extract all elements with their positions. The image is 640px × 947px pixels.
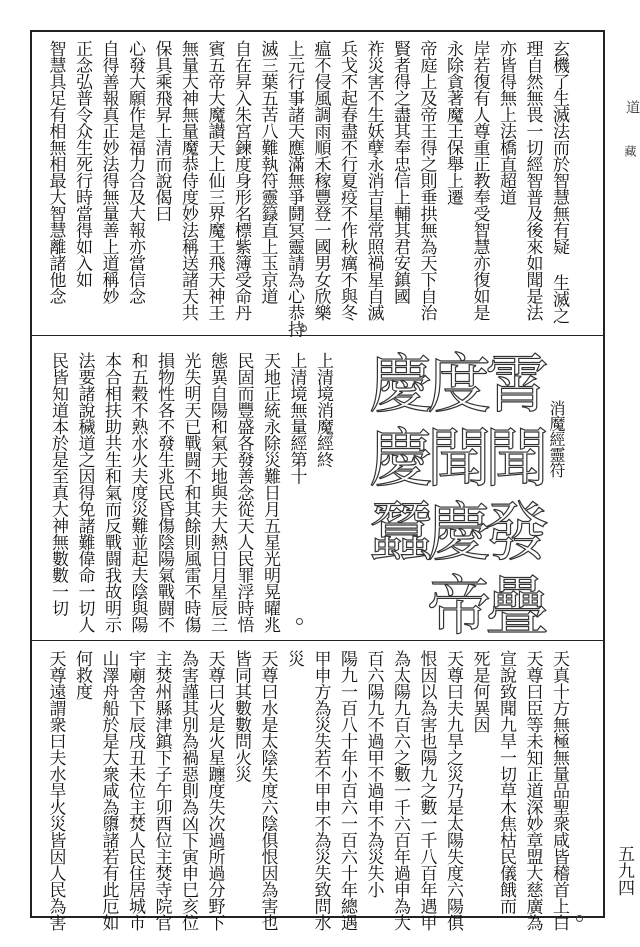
text-column: 理自然無畏一切經智普及後來如聞是法 <box>522 40 543 321</box>
text-column: 永除貪著魔王保舉上遷 <box>443 40 463 205</box>
text-column: 光失明天已戰闘不和其餘則風雷不時傷 <box>180 352 201 633</box>
text-column: 兵戈不起春盡不行夏疫不作秋癘不與冬 <box>337 40 357 321</box>
text-column: 亦皆得無上法橋直超道 <box>496 40 516 205</box>
text-column: 山澤舟船於是大衆咸為隳諸若有此厄如 <box>98 650 119 931</box>
text-column: 災 <box>284 650 304 667</box>
text-column: 天地正統永除災難日月五星光明晃曜兆 <box>260 352 280 633</box>
page-number: 五九四 <box>614 845 634 896</box>
text-column: 天尊曰水是太陰失度六陰俱恨因為害也 <box>257 650 278 931</box>
text-column: 滅三葉五苦八難執符靈籙直上玉京道 <box>257 40 278 304</box>
text-column: 天尊曰臣等未知正道深妙章盟大慈廣為 <box>522 650 543 931</box>
text-column: 瘟不侵風調雨順禾稼豐登一國男女欣樂 <box>310 40 331 321</box>
ornament-dot <box>296 618 303 625</box>
margin-collection: 藏 <box>623 145 637 157</box>
text-column: 上清境無量經第十 <box>286 352 307 484</box>
seal-column-2: 度聞慶帝 <box>416 350 490 646</box>
text-column: 死是何異因 <box>469 650 490 733</box>
text-column: 上元行事諸天應滿無爭鬪冥靈請為心恭持 <box>284 40 304 337</box>
text-column: 甲申方為災失若不甲申不為災失致問水 <box>310 650 331 931</box>
text-column: 天真十方無極無量品聖衆咸皆稽首上白 <box>549 650 569 931</box>
text-column: 態異自陽和氣天地與夫大熱日月星辰三 <box>207 352 227 633</box>
seal-column-3: 慶慶蠶 <box>358 350 432 572</box>
text-column: 無量大神無量魔恭侍度妙法稱送諸天共 <box>178 40 198 321</box>
text-column: 保具乘飛昇上清而說偈曰 <box>151 40 172 222</box>
text-column: 心發大願作是福力合及大報亦當信念 <box>125 40 145 304</box>
text-column: 天尊曰火是火星躔度失次過所過分野下 <box>204 650 225 931</box>
text-column: 賓五帝大魔讃天上仙三界魔王飛天神王 <box>204 40 225 321</box>
text-column: 法要諸說穢道之因得免諸難偉命一切人 <box>74 352 95 633</box>
band-divider-top <box>30 335 605 336</box>
text-column: 百六陽九不過甲不過申不為災失小 <box>363 650 384 898</box>
text-column: 玄機了生滅法而於智慧無有疑 生滅之 <box>549 40 569 324</box>
text-column: 帝庭上及帝王得之則垂拱無為天下自治 <box>416 40 437 321</box>
text-column: 岸若復有人尊重正教奉受智慧亦復如是 <box>469 40 490 321</box>
text-column: 為害謹其別為禍惡則為凶下寅申巳亥位 <box>178 650 198 931</box>
text-column: 天尊遠謂衆曰夫水旱火災皆因人民為害 <box>45 650 66 931</box>
text-column: 恨因以為害也陽九之數一千八百年遇甲 <box>416 650 437 931</box>
text-column: 祚災害不生妖孽永消吉星常照禍星自滅 <box>363 40 384 321</box>
text-column: 正念弘普令众生死行時當得如入如 <box>72 40 92 288</box>
text-column: 陽九一百八十年小百六一百六十年總遇 <box>337 650 357 931</box>
text-column: 何救度 <box>72 650 92 700</box>
text-column: 智慧具足有相無相最大智慧離諸他念 <box>45 40 66 304</box>
text-column: 主焚州縣津鎮下子午卯酉位主焚寺院官 <box>151 650 172 931</box>
seal-column-1: 霄聞發疊 <box>474 350 548 646</box>
text-column: 宇廟舍下辰戌丑未位主焚人民住居城市 <box>125 650 145 931</box>
text-column: 天尊曰夫九旱之災乃是太陽失度六陽俱 <box>443 650 463 931</box>
text-column: 宣說致聞九旱一切草木焦枯民儀餓而 <box>496 650 516 914</box>
ornament-dot <box>576 915 583 922</box>
text-column: 和五穀不熟水火夫度災難並起夫陰與陽 <box>127 352 148 633</box>
text-column: 自得善報真正妙法得無量善上道稱妙 <box>98 40 119 304</box>
seal-caption: 消魔經靈符 <box>547 400 566 478</box>
text-column: 損物性各不發生兆民昏傷陰陽氣戰闘不 <box>154 352 174 633</box>
text-column: 自在昇入朱宮鍊度身形名標紫簿受命丹 <box>231 40 251 321</box>
text-column: 皆同其數數問火災 <box>231 650 251 782</box>
text-column: 本合相扶助共生和氣而反戰闘我故明示 <box>101 352 121 633</box>
text-column: 上清境消魔經終 <box>313 352 333 468</box>
text-column: 民固而豐盛各發善念從天人民罪浮時悟 <box>233 352 254 633</box>
margin-title: 道 <box>624 100 640 114</box>
text-column: 為太陽九百六之數一千六百年過申為大 <box>390 650 410 931</box>
ornament-dot <box>300 325 307 332</box>
text-column: 賢者得之盡其奉忠信上輔其君安鎮國 <box>390 40 410 304</box>
text-column: 民皆知道本於是至真大神無數數一切 <box>48 352 68 616</box>
